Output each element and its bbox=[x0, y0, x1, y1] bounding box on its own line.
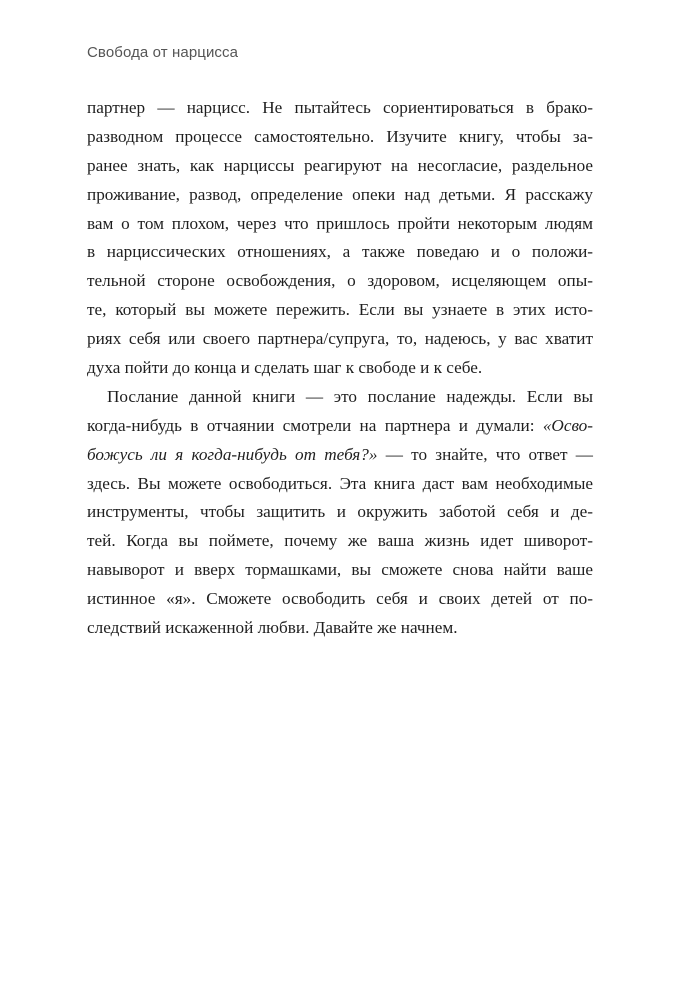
text-run: — то знайте, что ответ — bbox=[377, 444, 593, 464]
text-line: тей. Когда вы поймете, почему же ваша жизнь идет шиворот- bbox=[87, 531, 593, 551]
text-line: риях себя или своего партнера/супруга, то, надеюсь, у вас хватит bbox=[87, 329, 593, 349]
text-line: Послание данной книги — это послание надежды. Если вы bbox=[107, 386, 593, 406]
text-line: истинное «я». Сможете освободить себя и своих детей от по- bbox=[87, 589, 593, 609]
italic-quote: божусь ли я когда-нибудь от тебя?» bbox=[87, 444, 378, 464]
text-line: здесь. Вы можете освободиться. Эта книга даст вам необходимые bbox=[87, 473, 593, 493]
text-line: те, который вы можете пережить. Если вы узнаете в этих исто- bbox=[87, 300, 593, 320]
text-line: тельной стороне освобождения, о здоровом, исцеляющем опы- bbox=[87, 271, 593, 291]
text-line: ранее знать, как нарциссы реагируют на несогласие, раздельное bbox=[87, 155, 593, 175]
text-line bbox=[87, 412, 593, 441]
text-line: духа пойти до конца и сделать шаг к свободе и к себе. bbox=[87, 358, 483, 378]
italic-quote: «Осво- bbox=[542, 415, 593, 435]
text-line: в нарциссических отношениях, а также поведаю и о положи- bbox=[87, 242, 593, 262]
text-line: партнер — нарцисс. Не пытайтесь сориентироваться в брако- bbox=[87, 98, 593, 117]
text-line bbox=[87, 441, 593, 470]
text-line: инструменты, чтобы защитить и окружить заботой себя и де- bbox=[87, 502, 593, 522]
text-run: когда-нибудь в отчаянии смотрели на партнера и думали: bbox=[87, 415, 543, 435]
text-line: вам о том плохом, через что пришлось пройти некоторым людям bbox=[87, 213, 593, 233]
text-line: следствий искаженной любви. Давайте же начнем. bbox=[87, 618, 458, 638]
paragraph-2 bbox=[87, 383, 593, 643]
running-head-title: Свобода от нарцисса bbox=[87, 44, 239, 61]
text-line: навыворот и вверх тормашками, вы сможете снова найти ваше bbox=[87, 560, 593, 580]
text-line: проживание, развод, определение опеки над детьми. Я расскажу bbox=[87, 184, 593, 204]
page-body bbox=[87, 94, 593, 643]
text-line: разводном процессе самостоятельно. Изучите книгу, чтобы за- bbox=[87, 126, 593, 146]
paragraph-1 bbox=[87, 94, 593, 383]
